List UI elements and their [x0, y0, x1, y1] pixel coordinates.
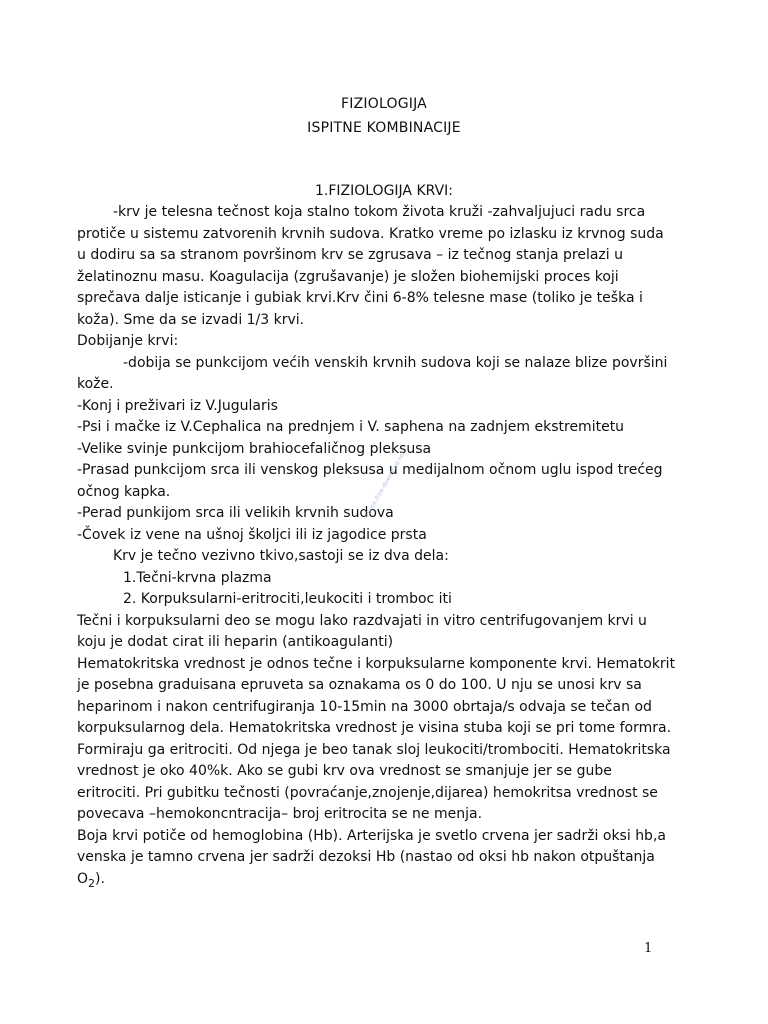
- list-item: -Čovek iz vene na ušnoj školjci ili iz jagodice prsta: [77, 526, 427, 543]
- list-item-korpuskularni: 2. Korpuksularni-eritrociti,leukociti i tromboc iti: [123, 591, 452, 607]
- list-item: -Konj i preživari iz V.Jugularis: [77, 397, 278, 414]
- document-subtitle: ISPITNE KOMBINACIJE: [307, 120, 461, 136]
- document-title: FIZIOLOGIJA: [341, 96, 427, 112]
- subscript-two: 2: [88, 876, 96, 890]
- paragraph-boja-krvi: [77, 826, 677, 895]
- paragraph-sastav: Krv je tečno vezivno tkivo,sastoji se iz dva dela:: [113, 548, 449, 564]
- paragraph-dobijanje: Dobijanje krvi:: [77, 333, 179, 349]
- section-heading: 1.FIZIOLOGIJA KRVI:: [314, 183, 454, 199]
- document-body: [77, 202, 677, 894]
- paragraph-boja-krvi-end: ).: [95, 870, 105, 887]
- list-item-plazma: 1.Tečni-krvna plazma: [123, 569, 272, 586]
- paragraph-razdvajanje: Tečni i korpuksularni deo se mogu lako razdvajati in vitro centrifugovanjem krvi u koju je dodat cirat ili heparin (antikoagulanti): [77, 612, 647, 650]
- paragraph-intro: -krv je telesna tečnost koja stalno tokom života kruži -zahvaljujuci radu srca protiče u sistemu zatvorenih krvnih sudova. Kratko vreme po izlasku iz krvnog suda u dodiru sa sa stranom površinom krv se zgrusava – iz tečnog stanja prelazi u želatinoznu masu. Koagulacija (zgrušavanje) je složen biohemijski proces koji sprečava dalje isticanje i gubiak krvi.Krv čini 6-8% telesne mase (toliko je teška i koža). Sme da se izvadi 1/3 krvi.: [77, 204, 664, 328]
- paragraph-punkcija: -dobija se punkcijom većih venskih krvnih sudova koji se nalaze blize površini kože.: [77, 354, 668, 392]
- paragraph-boja-krvi-text: Boja krvi potiče od hemoglobina (Hb). Arterijska je svetlo crvena jer sadrži oksi hb,a venska je tamno crvena jer sadrži dezoksi Hb (nastao od oksi hb nakon otpuštanja O: [77, 827, 666, 887]
- list-item: -Velike svinje punkcijom brahiocefaličnog pleksusa: [77, 440, 432, 457]
- list-item: -Perad punkijom srca ili velikih krvnih sudova: [77, 505, 394, 521]
- list-item: -Psi i mačke iz V.Cephalica na prednjem i V. saphena na zadnjem ekstremitetu: [77, 419, 625, 435]
- page-number: 1: [644, 941, 653, 956]
- watermark: ebook-free-download.net: [363, 450, 408, 519]
- list-item: -Prasad punkcijom srca ili venskog pleksusa u medijalnom očnom uglu ispod trećeg očnog kapka.: [77, 462, 663, 500]
- paragraph-hematokrit: Hematokritska vrednost je odnos tečne i korpuksularne komponente krvi. Hematokrit je posebna graduisana epruveta sa oznakama os 0 do 100. U nju se unosi krv sa heparinom i nakon centrifugiranja 10-15min na 3000 obrtaja/s odvaja se tečan od korpuksularnog dela. Hematokritska vrednost je visina stuba koji se pri tome formra. Formiraju ga eritrociti. Od njega je beo tanak sloj leukociti/trombociti. Hematokritska vrednost je oko 40%k. Ako se gubi krv ova vrednost se smanjuje jer se gube eritrociti. Pri gubitku tečnosti (povraćanje,znojenje,dijarea) hemokritsa vrednost se povecava –hemokoncntracija– broj eritrocita se ne menja.: [77, 655, 676, 822]
